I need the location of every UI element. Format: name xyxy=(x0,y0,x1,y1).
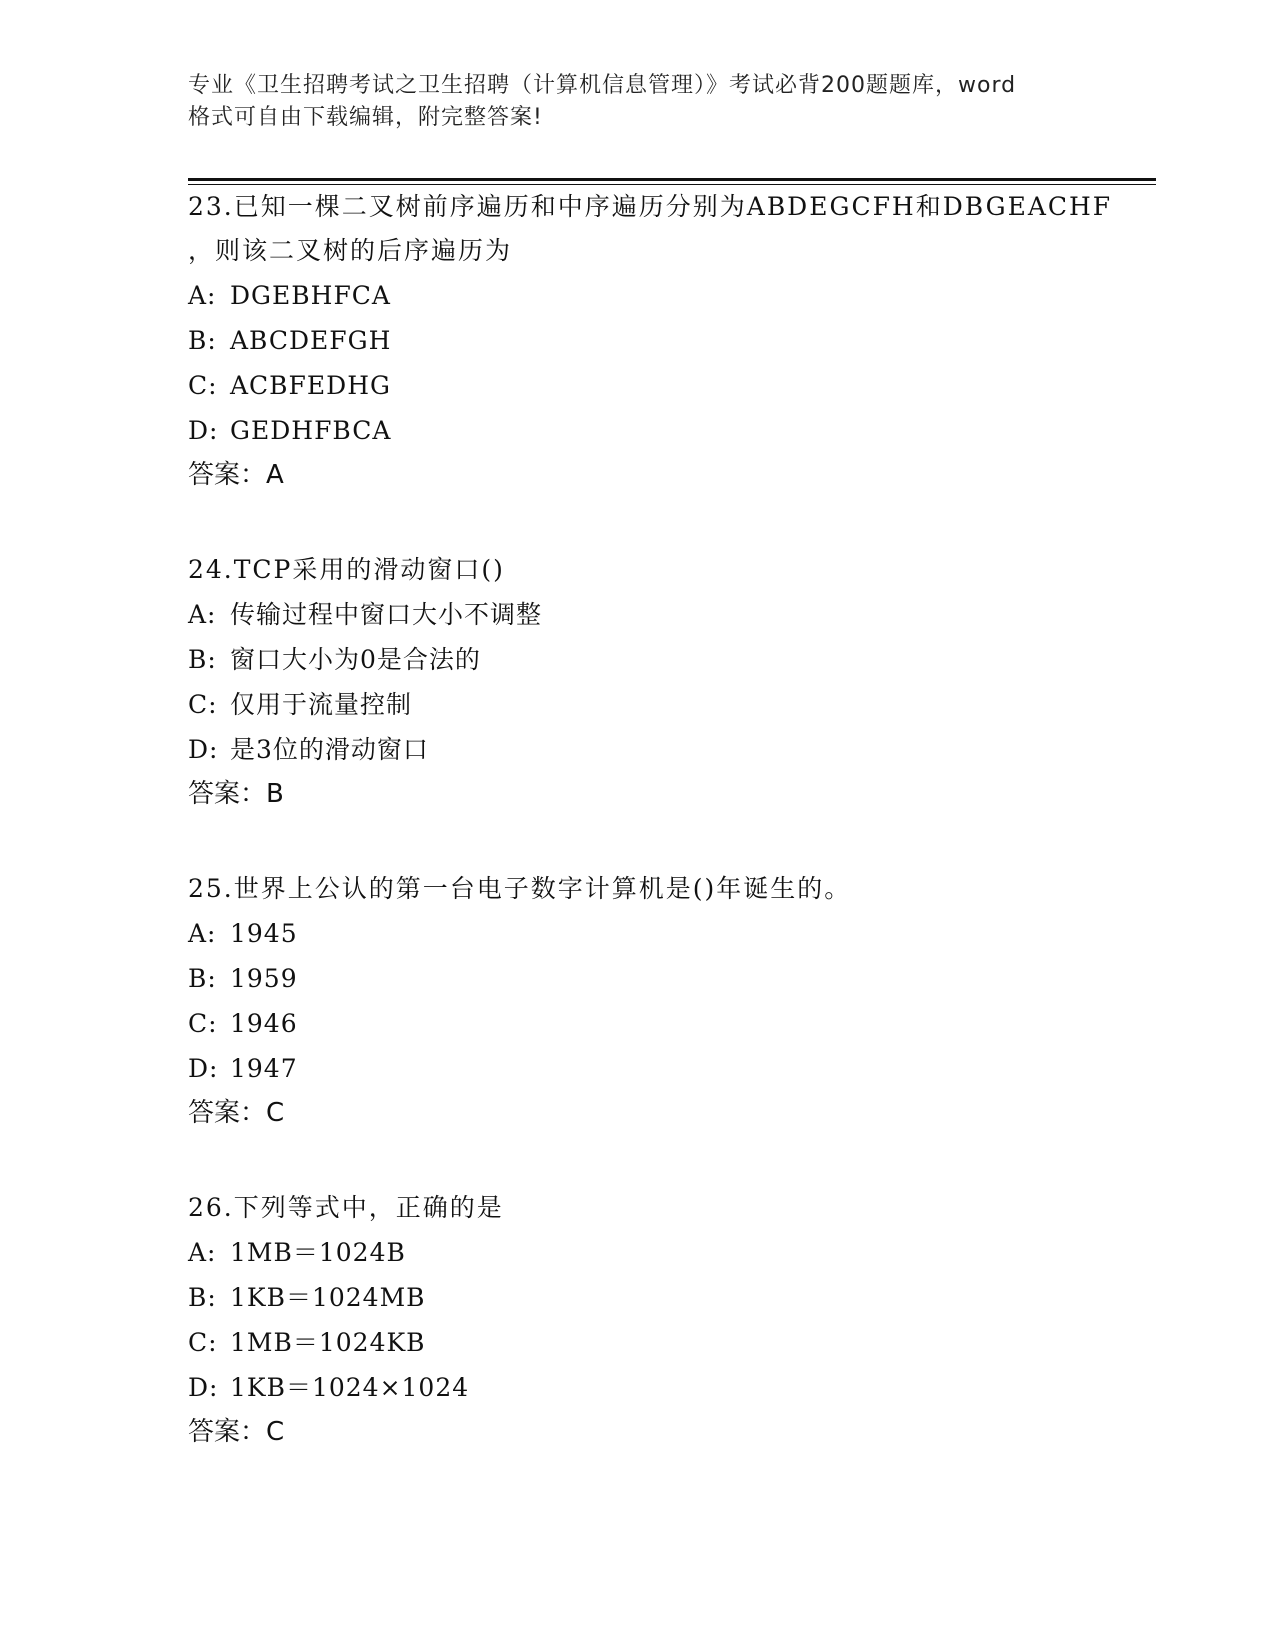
option-label: B: xyxy=(188,1283,217,1312)
option-text: ABCDEFGH xyxy=(230,326,392,355)
option-d xyxy=(188,1046,1088,1091)
answer: 答案：C xyxy=(188,1098,285,1128)
question-text: 23.已知一棵二叉树前序遍历和中序遍历分别为ABDEGCFH和DBGEACHF xyxy=(188,192,1113,221)
question-26 xyxy=(188,1186,1088,1454)
answer: 答案：A xyxy=(188,460,284,490)
option-c xyxy=(188,1001,1088,1046)
option-label: C: xyxy=(188,1009,218,1038)
option-label: B: xyxy=(188,326,217,355)
option-text: 1946 xyxy=(230,1009,298,1038)
option-b xyxy=(188,318,1088,363)
option-label: C: xyxy=(188,371,218,400)
option-a xyxy=(188,592,1088,637)
option-c xyxy=(188,682,1088,727)
option-label: A: xyxy=(188,1238,217,1267)
question-23 xyxy=(188,185,1113,497)
option-label: D: xyxy=(188,1373,219,1402)
question-text-continued: ，则该二叉树的后序遍历为 xyxy=(188,236,513,265)
option-text: 1959 xyxy=(230,964,298,993)
question-24 xyxy=(188,548,1088,816)
option-text: ACBFEDHG xyxy=(230,371,391,400)
option-text: 传输过程中窗口大小不调整 xyxy=(230,600,543,629)
option-b xyxy=(188,1275,1088,1320)
question-25 xyxy=(188,867,1088,1135)
option-text: 1MB＝1024KB xyxy=(230,1328,426,1357)
option-b xyxy=(188,956,1088,1001)
header-line-1: 专业《卫生招聘考试之卫生招聘（计算机信息管理）》考试必背200题题库，word xyxy=(188,73,1017,98)
option-text: 仅用于流量控制 xyxy=(230,690,413,719)
question-text: 26.下列等式中，正确的是 xyxy=(188,1193,504,1222)
option-d xyxy=(188,727,1088,772)
option-b xyxy=(188,637,1088,682)
header-divider-thick xyxy=(188,178,1156,181)
option-c xyxy=(188,363,1088,408)
option-label: D: xyxy=(188,735,219,764)
option-text: 1947 xyxy=(230,1054,298,1083)
option-text: 1MB＝1024B xyxy=(230,1238,406,1267)
option-a xyxy=(188,273,1088,318)
option-label: B: xyxy=(188,964,217,993)
answer: 答案：C xyxy=(188,1417,285,1447)
option-text: GEDHFBCA xyxy=(230,416,392,445)
option-label: A: xyxy=(188,919,217,948)
option-label: A: xyxy=(188,281,217,310)
option-text: 窗口大小为0是合法的 xyxy=(230,645,481,674)
option-text: 1945 xyxy=(230,919,298,948)
question-text: 25.世界上公认的第一台电子数字计算机是()年诞生的。 xyxy=(188,874,852,903)
option-label: D: xyxy=(188,1054,219,1083)
option-text: 1KB＝1024×1024 xyxy=(230,1373,470,1402)
option-d xyxy=(188,408,1088,453)
option-text: 是3位的滑动窗口 xyxy=(230,735,429,764)
option-label: C: xyxy=(188,1328,218,1357)
option-label: C: xyxy=(188,690,218,719)
option-d xyxy=(188,1365,1088,1410)
option-label: A: xyxy=(188,600,217,629)
option-label: D: xyxy=(188,416,219,445)
option-text: 1KB＝1024MB xyxy=(230,1283,426,1312)
document-header xyxy=(188,70,1088,134)
answer: 答案：B xyxy=(188,779,284,809)
option-a xyxy=(188,911,1088,956)
option-text: DGEBHFCA xyxy=(230,281,391,310)
option-c xyxy=(188,1320,1088,1365)
header-line-2: 格式可自由下载编辑，附完整答案! xyxy=(188,105,543,130)
option-label: B: xyxy=(188,645,217,674)
option-a xyxy=(188,1230,1088,1275)
question-text: 24.TCP采用的滑动窗口() xyxy=(188,555,505,584)
